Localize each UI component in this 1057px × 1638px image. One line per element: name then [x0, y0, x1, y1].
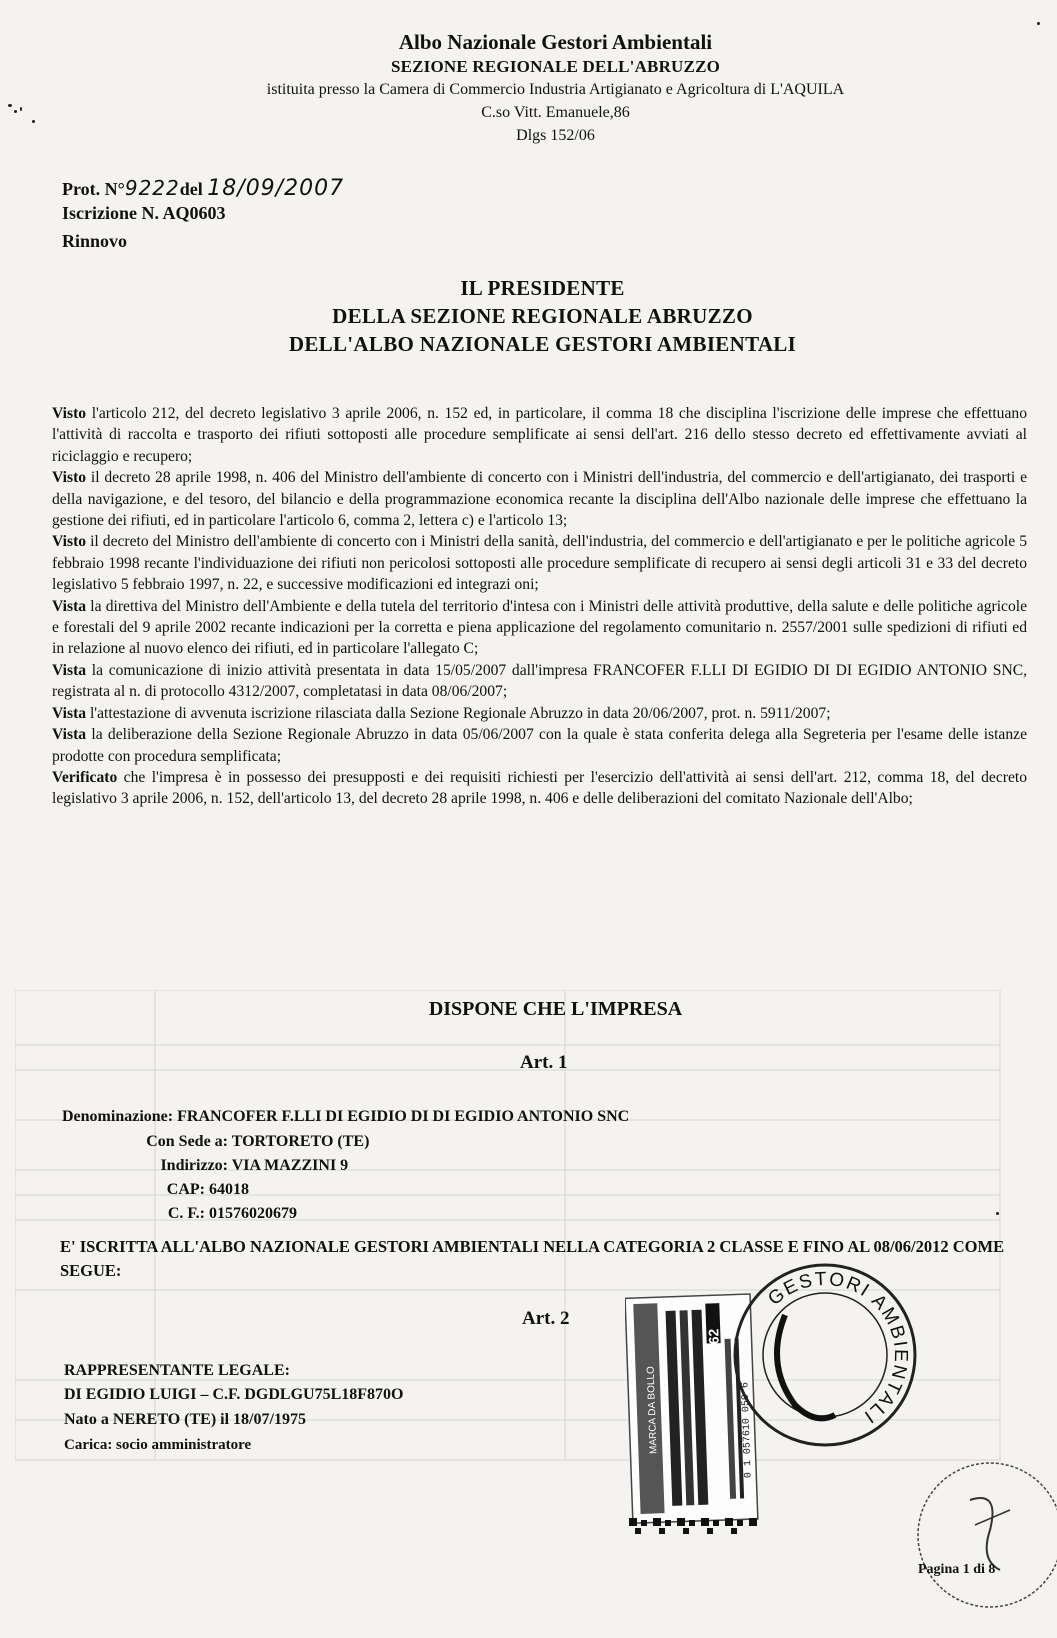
consideration-lead: Vista [52, 661, 87, 679]
speck [8, 104, 12, 107]
secondary-round-stamp [900, 1440, 1057, 1630]
consideration-paragraph [52, 467, 1027, 531]
dispone-heading: DISPONE CHE L'IMPRESA [428, 998, 683, 1020]
legal-rep-carica: Carica: socio amministratore [64, 1437, 252, 1453]
protocol-line [62, 176, 344, 201]
consideration-lead: Visto [52, 469, 87, 487]
consideration-text: la direttiva del Ministro dell'Ambiente e della tutela del territorio d'intesa con i Ministri delle attività produttive, della salute e delle politiche agricole e forestali del 9 aprile 2002 recante indicazioni per la corretta e piena applicazione del regolamento comunitario n. 2557/2001 sulle spedizioni di rifiuti ed in relazione al nuovo elenco dei rifiuti, ed in particolare l'allegato C; [52, 597, 1027, 658]
president-line-1: IL PRESIDENTE [460, 276, 625, 300]
page-number: Pagina 1 di 8 [918, 1562, 996, 1577]
header-line-2: C.so Vitt. Emanuele,86 [481, 104, 630, 121]
stamp-value-text: €14,62 [705, 1328, 723, 1372]
iscrizione-statement: E' ISCRITTA ALL'ALBO NAZIONALE GESTORI AMBIENTALI NELLA CATEGORIA 2 CLASSE E FINO AL 08/06/2012 COME SEGUE: [60, 1237, 1005, 1280]
legal-rep-born: Nato a NERETO (TE) il 18/07/1975 [64, 1411, 306, 1428]
consideration-text: l'articolo 212, del decreto legislativo 3 aprile 2006, n. 152 ed, in particolare, il comma 18 che disciplina l'iscrizione delle imprese che effettuano l'attività di raccolta e trasporto dei rifiuti sottoposti alle procedure semplificate ai sensi dell'art. 216 dello stesso decreto ed effettivamente avviati al riciclaggio e recupero; [52, 405, 1027, 465]
round-stamp-text: GESTORI AMBIENTALI [764, 1268, 912, 1428]
consideration-paragraph [52, 724, 1027, 767]
stamp-serial-text: 0 1 057610 059 6 [740, 1381, 755, 1479]
president-line-2: DELLA SEZIONE REGIONALE ABRUZZO [332, 304, 753, 328]
consideration-text: che l'impresa è in possesso dei presupposti e dei requisiti richiesti per l'esercizio dell'attività ai sensi dell'art. 212, comma 18, del decreto legislativo 3 aprile 2006, n. 152, dell'articolo 13, del decreto 28 aprile 1998, n. 406 e delle deliberazioni del comitato Nazionale dell'Albo; [52, 768, 1027, 808]
cap-label: CAP: [166, 1181, 205, 1198]
protocol-date: 18/09/2007 [207, 176, 345, 201]
consideration-paragraph [52, 531, 1027, 595]
protocol-prefix: Prot. N° [62, 179, 125, 199]
consideration-paragraph [52, 767, 1027, 810]
header-title: Albo Nazionale Gestori Ambientali [398, 30, 713, 54]
consideration-lead: Vista [52, 597, 87, 615]
iscrizione-number: Iscrizione N. AQ0603 [62, 203, 226, 223]
indirizzo-value: VIA MAZZINI 9 [231, 1157, 349, 1174]
consideration-text: il decreto 28 aprile 1998, n. 406 del Ministro dell'ambiente di concerto con i Ministri dell'industria, del commercio e dell'artigianato, dei trasporti e della navigazione, e del tesoro, del bilancio e della programmazione economica recante la disciplina dell'Albo nazionale delle imprese che effettuano la gestione dei rifiuti, ed in particolare l'articolo 6, comma 2, lettera c) e l'articolo 13; [52, 469, 1027, 530]
art-2-heading: Art. 2 [522, 1308, 570, 1329]
speck [996, 1212, 999, 1215]
rinnovo-label: Rinnovo [62, 231, 128, 251]
header-line-3: Dlgs 152/06 [516, 127, 595, 144]
official-round-stamp [725, 1255, 925, 1455]
speck [20, 107, 22, 111]
consideration-paragraph [52, 703, 1027, 724]
consideration-paragraph [52, 403, 1027, 467]
cf-label: C. F.: [167, 1205, 205, 1222]
indirizzo-label: Indirizzo: [160, 1157, 228, 1174]
denominazione-value: FRANCOFER F.LLI DI EGIDIO DI DI EGIDIO ANTONIO SNC [177, 1108, 630, 1125]
consideration-paragraph [52, 660, 1027, 703]
company-denominazione [62, 1108, 629, 1126]
sede-label: Con Sede a: [146, 1133, 228, 1150]
consideration-text: la deliberazione della Sezione Regionale Abruzzo in data 05/06/2007 con la quale è stata conferita delega alla Segreteria per l'esame delle istanze prodotte con procedura semplificata; [52, 726, 1027, 765]
company-indirizzo [0, 1157, 348, 1175]
consideration-lead: Vista [52, 704, 87, 722]
header-line-1: istituita presso la Camera di Commercio Industria Artigianato e Agricoltura di L'AQUILA [266, 81, 845, 98]
consideration-text: il decreto del Ministro dell'ambiente di concerto con i Ministri della sanità, dell'industria, del commercio e dell'artigianato e per le politiche agricole 5 febbraio 1998 recante l'individuazione dei rifiuti non pericolosi sottoposti alle procedure semplificate di recupero ai sensi degli articoli 31 e 33 del decreto legislativo 5 febbraio 1997, n. 22, e successive modificazioni ed integrazi oni; [52, 533, 1027, 594]
protocol-number: 9222 [124, 176, 180, 200]
denominazione-label: Denominazione: [62, 1108, 174, 1125]
president-line-3: DELL'ALBO NAZIONALE GESTORI AMBIENTALI [288, 332, 797, 356]
company-cf [0, 1205, 297, 1223]
legal-rep-name: DI EGIDIO LUIGI – C.F. DGDLGU75L18F870O [64, 1386, 404, 1403]
protocol-del: del [179, 179, 203, 199]
cf-value: 01576020679 [209, 1205, 297, 1222]
legal-rep-title: RAPPRESENTANTE LEGALE: [64, 1362, 290, 1379]
sede-value: TORTORETO (TE) [231, 1133, 370, 1150]
speck [14, 110, 17, 113]
consideration-lead: Vista [52, 726, 87, 744]
consideration-paragraph [52, 596, 1027, 660]
consideration-lead: Visto [52, 533, 87, 551]
considerations-body [52, 403, 1027, 810]
consideration-text: la comunicazione di inizio attività presentata in data 15/05/2007 dall'impresa FRANCOFER F.LLI DI EGIDIO DI DI EGIDIO ANTONIO SNC, registrata al n. di protocollo 4312/2007, completatasi in data 08/06/2007; [52, 661, 1027, 701]
consideration-text: l'attestazione di avvenuta iscrizione rilasciata dalla Sezione Regionale Abruzzo in data 20/06/2007, prot. n. 5911/2007; [86, 704, 831, 722]
stamp-marca-text: MARCA DA BOLLO [645, 1366, 660, 1455]
company-sede [0, 1133, 369, 1151]
consideration-lead: Verificato [52, 768, 118, 786]
cap-value: 64018 [209, 1181, 249, 1198]
company-cap [0, 1181, 249, 1199]
consideration-lead: Visto [52, 405, 87, 422]
header-section: SEZIONE REGIONALE DELL'ABRUZZO [390, 57, 721, 76]
art-1-heading: Art. 1 [520, 1052, 568, 1073]
speck [1037, 22, 1040, 25]
